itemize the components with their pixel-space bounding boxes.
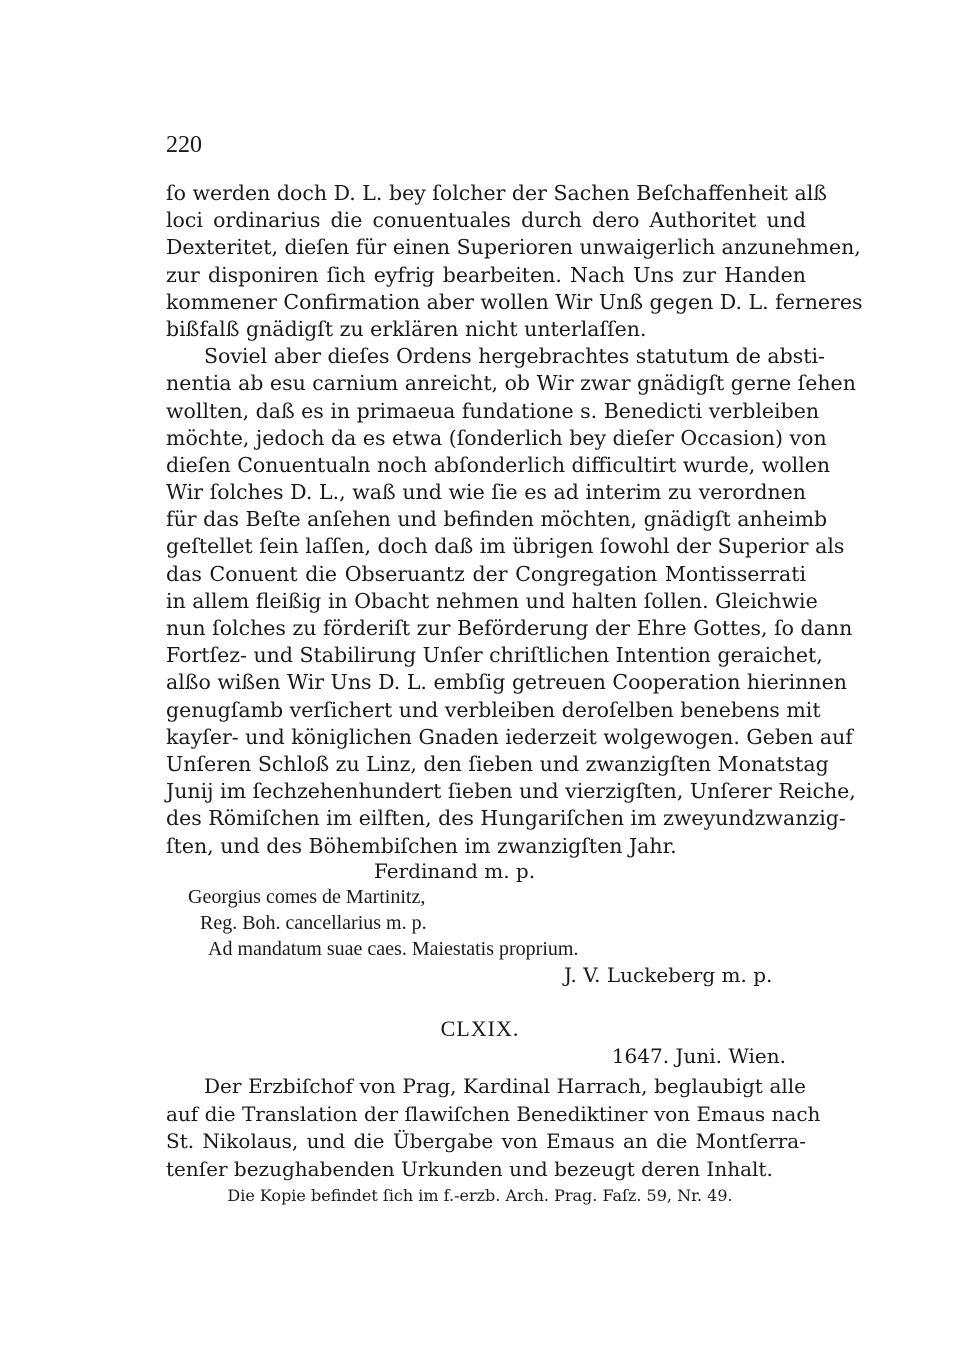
body-line: kommener Confirmation aber wollen Wir Unß gegen D. L. ferneres: [166, 289, 863, 314]
signature-line: Ad mandatum suae caes. Maiestatis proprium.: [208, 938, 579, 960]
document-date: 1647. Juni. Wien.: [611, 1044, 786, 1068]
body-line: für das Beſte anſehen und befinden möchten, gnädigſt anheimb: [166, 507, 828, 532]
body-line: das Conuent die Obseruantz der Congregation Montisserrati: [166, 561, 806, 586]
body-line: loci ordinarius die conuentuales durch dero Authoritet und: [166, 208, 806, 233]
body-line: Wir ſolches D. L., waß und wie ſie es ad interim zu verordnen: [166, 480, 806, 505]
signature-line: Ferdinand m. p.: [374, 859, 536, 883]
body-line: alßo wißen Wir Uns D. L. embſig getreuen Cooperation hierinnen: [166, 670, 847, 695]
body-line: Soviel aber dieſes Ordens hergebrachtes statutum de absti-: [204, 344, 825, 369]
body-line: zur disponiren ſich eyfrig bearbeiten. Nach Uns zur Handen: [166, 262, 806, 287]
page-number: 220: [166, 132, 202, 158]
source-note: Die Kopie befindet ſich im f.-erzb. Arch. Prag. Faſz. 59, Nr. 49.: [227, 1186, 733, 1205]
body-line: ſten, und des Böhembiſchen im zwanzigſten Jahr.: [166, 833, 677, 858]
body-line: Fortſez- und Stabilirung Unſer chriſtlichen Intention geraichet,: [166, 643, 823, 668]
body-line: dieſen Conuentualn noch abſonderlich difficultirt wurde, wollen: [166, 452, 831, 477]
summary-line: Der Erzbiſchof von Prag, Kardinal Harrach, beglaubigt alle: [204, 1074, 806, 1098]
body-text: [166, 180, 863, 860]
body-line: kayſer- und königlichen Gnaden iederzeit wolgewogen. Geben auf: [166, 724, 853, 749]
body-line: Unſeren Schloß zu Linz, den ſieben und zwanzigſten Monatstag: [166, 751, 829, 776]
document-summary: [166, 1073, 821, 1183]
body-line: nun ſolches zu förderiſt zur Beförderung der Ehre Gottes, ſo dann: [166, 616, 853, 640]
body-line: wollten, daß es in primaeua fundatione s. Benedicti verbleiben: [166, 398, 820, 423]
summary-line: tenſer bezughabenden Urkunden und bezeugt deren Inhalt.: [166, 1156, 773, 1181]
summary-line: auf die Translation der ſlawiſchen Benediktiner von Emaus nach: [166, 1101, 821, 1126]
body-line: nentia ab esu carnium anreicht, ob Wir zwar gnädigſt gerne ſehen: [166, 371, 856, 396]
body-line: Dexteritet, dieſen für einen Superioren unwaigerlich anzunehmen,: [166, 235, 861, 260]
body-line: in allem fleißig in Obacht nehmen und halten ſollen. Gleichwie: [166, 588, 818, 613]
signature-block: [166, 858, 806, 988]
signature-line: Reg. Boh. cancellarius m. p.: [200, 912, 427, 934]
body-line: Junij im ſechzehenhundert ſieben und vierzigſten, Unſerer Reiche,: [166, 779, 856, 804]
body-line: geſtellet ſein laſſen, doch daß im übrigen ſowohl der Superior als: [166, 534, 845, 559]
signature-line: J. V. Luckeberg m. p.: [564, 963, 773, 987]
body-line: ſo werden doch D. L. bey ſolcher der Sachen Beſchaffenheit alß: [166, 181, 827, 205]
summary-line: St. Nikolaus, und die Übergabe von Emaus an die Montſerra-: [166, 1129, 806, 1154]
signature-line: Georgius comes de Martinitz,: [188, 886, 426, 908]
body-line: des Römiſchen im eilften, des Hungariſchen im zweyundzwanzig-: [166, 806, 846, 831]
body-line: genugſamb verſichert und verbleiben deroſelben benebens mit: [166, 697, 821, 722]
body-line: möchte, jedoch da es etwa (ſonderlich bey dieſer Occasion) von: [166, 425, 827, 450]
body-line: bißfalß gnädigſt zu erklären nicht unterlaſſen.: [166, 316, 647, 341]
document-number-heading: CLXIX.: [440, 1016, 520, 1041]
